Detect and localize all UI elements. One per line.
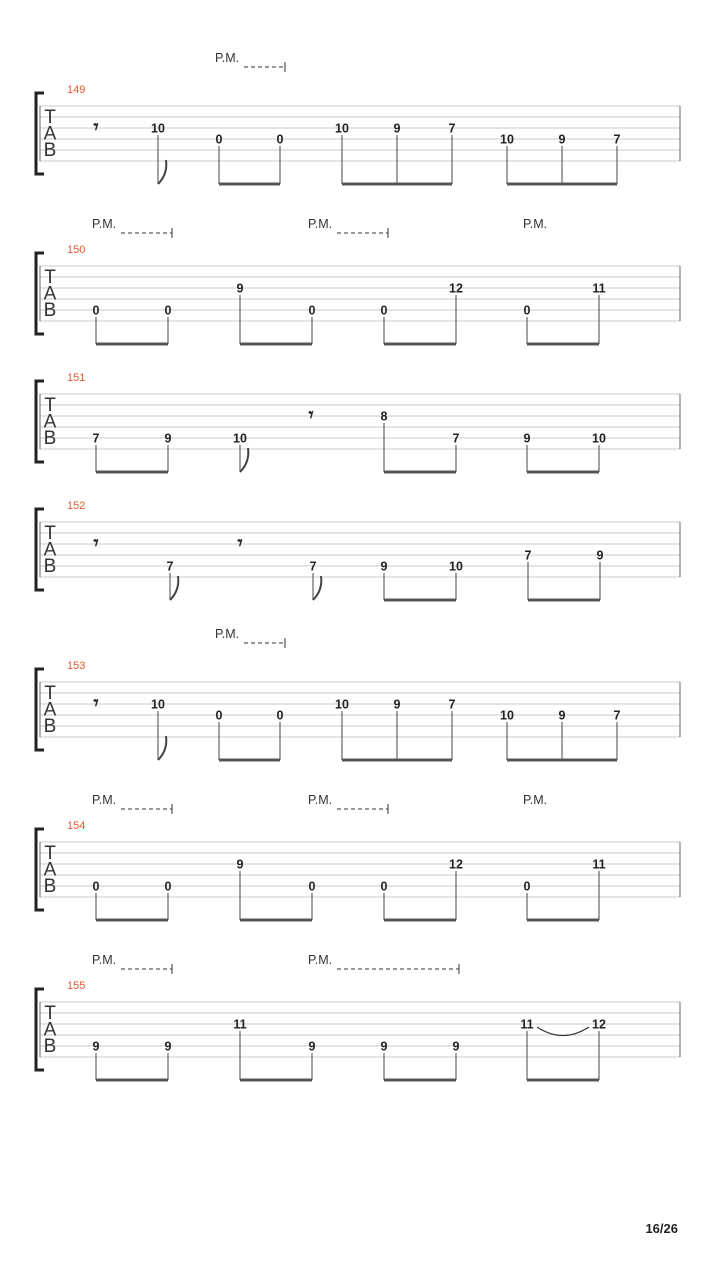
tab-clef-letter: A bbox=[43, 411, 57, 433]
tab-system bbox=[36, 217, 680, 344]
palm-mute-label: P.M. bbox=[215, 627, 240, 641]
palm-mute-label: P.M. bbox=[92, 217, 117, 231]
fret-number: 12 bbox=[449, 857, 463, 872]
page-number: 16/26 bbox=[645, 1221, 678, 1236]
tab-clef-letter: T bbox=[44, 683, 56, 704]
fret-number: 9 bbox=[308, 1039, 316, 1054]
tab-system bbox=[36, 500, 680, 600]
palm-mute-label: P.M. bbox=[215, 51, 240, 65]
note-flag bbox=[158, 160, 166, 184]
tab-clef-letter: T bbox=[44, 523, 56, 544]
note-flag bbox=[313, 576, 321, 600]
fret-number: 10 bbox=[233, 431, 247, 446]
fret-number: 7 bbox=[452, 431, 460, 446]
fret-number: 10 bbox=[151, 121, 165, 136]
fret-number: 9 bbox=[558, 132, 566, 147]
tab-clef-letter: B bbox=[43, 556, 57, 577]
fret-number: 0 bbox=[523, 303, 531, 318]
fret-number: 9 bbox=[523, 431, 531, 446]
fret-number: 9 bbox=[596, 548, 604, 563]
tab-clef-letter: B bbox=[43, 876, 57, 897]
palm-mute-label: P.M. bbox=[523, 793, 548, 807]
fret-number: 11 bbox=[592, 857, 606, 872]
palm-mute-label: P.M. bbox=[308, 953, 333, 967]
tab-clef-letter: B bbox=[43, 428, 57, 449]
fret-number: 9 bbox=[558, 708, 566, 723]
tab-clef-letter: T bbox=[44, 107, 56, 128]
fret-number: 9 bbox=[236, 857, 244, 872]
fret-number: 10 bbox=[335, 697, 349, 712]
fret-number: 8 bbox=[380, 409, 388, 424]
tab-clef-letter: B bbox=[43, 1036, 57, 1057]
tab-clef-letter: T bbox=[44, 1003, 56, 1024]
measure-number: 155 bbox=[67, 980, 86, 992]
measure-number: 152 bbox=[67, 500, 86, 512]
fret-number: 0 bbox=[308, 879, 316, 894]
fret-number: 11 bbox=[520, 1017, 534, 1032]
palm-mute-label: P.M. bbox=[523, 217, 548, 231]
fret-number: 10 bbox=[500, 708, 514, 723]
measure-number: 153 bbox=[67, 660, 86, 672]
fret-number: 7 bbox=[448, 697, 456, 712]
fret-number: 7 bbox=[448, 121, 456, 136]
fret-number: 9 bbox=[380, 1039, 388, 1054]
tab-clef-letter: B bbox=[43, 140, 57, 161]
fret-number: 10 bbox=[449, 559, 463, 574]
fret-number: 10 bbox=[592, 431, 606, 446]
fret-number: 10 bbox=[151, 697, 165, 712]
note-flag bbox=[158, 736, 166, 760]
fret-number: 0 bbox=[308, 303, 316, 318]
measure-number: 154 bbox=[67, 820, 86, 832]
fret-number: 7 bbox=[309, 559, 317, 574]
fret-number: 0 bbox=[380, 303, 388, 318]
tab-clef-letter: T bbox=[44, 267, 56, 288]
tab-clef-letter: A bbox=[43, 123, 57, 145]
tab-clef-letter: T bbox=[44, 843, 56, 864]
fret-number: 0 bbox=[276, 132, 284, 147]
fret-number: 0 bbox=[92, 303, 100, 318]
palm-mute-label: P.M. bbox=[92, 793, 117, 807]
fret-number: 7 bbox=[613, 708, 621, 723]
fret-number: 0 bbox=[215, 708, 223, 723]
eighth-rest: 𝄾 bbox=[93, 532, 99, 554]
fret-number: 9 bbox=[452, 1039, 460, 1054]
eighth-rest: 𝄾 bbox=[237, 532, 243, 554]
tab-clef-letter: A bbox=[43, 1019, 57, 1041]
tab-system bbox=[36, 627, 680, 760]
tab-system bbox=[36, 372, 680, 472]
fret-number: 9 bbox=[393, 121, 401, 136]
note-flag bbox=[170, 576, 178, 600]
tab-system bbox=[36, 793, 680, 920]
measure-number: 151 bbox=[67, 372, 86, 384]
fret-number: 9 bbox=[164, 431, 172, 446]
fret-number: 12 bbox=[592, 1017, 606, 1032]
tab-clef-letter: B bbox=[43, 716, 57, 737]
tab-clef-letter: T bbox=[44, 395, 56, 416]
fret-number: 0 bbox=[164, 303, 172, 318]
tab-system bbox=[36, 51, 680, 184]
tab-clef-letter: A bbox=[43, 539, 57, 561]
palm-mute-label: P.M. bbox=[308, 793, 333, 807]
eighth-rest: 𝄾 bbox=[93, 116, 99, 138]
fret-number: 7 bbox=[166, 559, 174, 574]
measure-number: 149 bbox=[67, 84, 86, 96]
fret-number: 0 bbox=[523, 879, 531, 894]
tab-clef-letter: A bbox=[43, 859, 57, 881]
fret-number: 0 bbox=[276, 708, 284, 723]
palm-mute-label: P.M. bbox=[308, 217, 333, 231]
note-flag bbox=[240, 448, 248, 472]
fret-number: 7 bbox=[92, 431, 100, 446]
eighth-rest: 𝄾 bbox=[93, 692, 99, 714]
fret-number: 7 bbox=[524, 548, 532, 563]
palm-mute-label: P.M. bbox=[92, 953, 117, 967]
fret-number: 0 bbox=[380, 879, 388, 894]
measure-number: 150 bbox=[67, 244, 86, 256]
fret-number: 0 bbox=[215, 132, 223, 147]
fret-number: 11 bbox=[592, 281, 606, 296]
tab-clef-letter: B bbox=[43, 300, 57, 321]
fret-number: 0 bbox=[92, 879, 100, 894]
fret-number: 9 bbox=[164, 1039, 172, 1054]
tab-clef-letter: A bbox=[43, 699, 57, 721]
fret-number: 9 bbox=[236, 281, 244, 296]
fret-number: 0 bbox=[164, 879, 172, 894]
tab-system bbox=[36, 953, 680, 1080]
fret-number: 10 bbox=[500, 132, 514, 147]
tab-clef-letter: A bbox=[43, 283, 57, 305]
fret-number: 11 bbox=[233, 1017, 247, 1032]
fret-number: 7 bbox=[613, 132, 621, 147]
eighth-rest: 𝄾 bbox=[308, 404, 314, 426]
fret-number: 10 bbox=[335, 121, 349, 136]
fret-number: 9 bbox=[92, 1039, 100, 1054]
slur bbox=[537, 1027, 589, 1036]
fret-number: 12 bbox=[449, 281, 463, 296]
fret-number: 9 bbox=[393, 697, 401, 712]
fret-number: 9 bbox=[380, 559, 388, 574]
